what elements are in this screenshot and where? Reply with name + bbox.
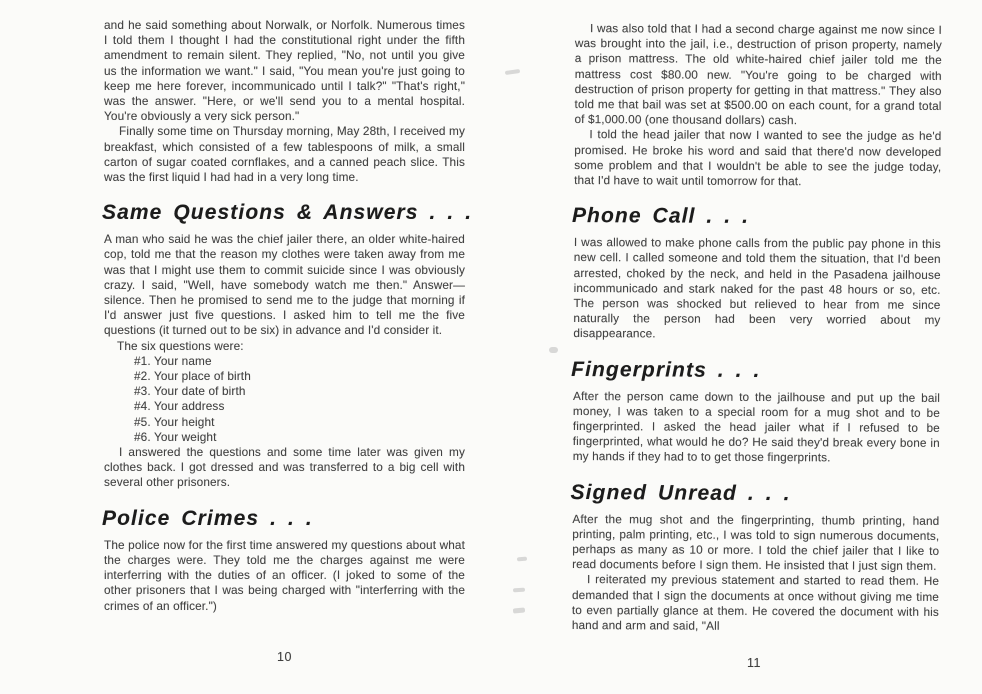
paragraph: I reiterated my previous statement and started to read them. He demanded that I sign the documents at once without giving me time to even partially glance at them. He covered the document with his hand and arm and said, "All (571, 572, 940, 633)
page-left (102, 18, 473, 614)
list-item: #3. Your date of birth (134, 384, 246, 399)
questions-list (134, 354, 465, 445)
paragraph: After the person came down to the jailhouse and put up the bail money, I was taken to a special room for a mug shot and to be fingerprinted. I asked the head jailer what if I refused to be fingerprinted, what would he do? He said they'd break every bone in my hands if they had to to get those fingerprints. (572, 388, 941, 465)
questions-intro: The six questions were: (117, 338, 244, 353)
scan-artifact-dash (513, 607, 525, 613)
paragraph: I answered the questions and some time later was given my clothes back. I got dressed and was transferred to a big cell with several other prisoners. (104, 445, 465, 490)
scan-artifact-dash (517, 557, 527, 562)
scan-artifact-dash (505, 69, 520, 75)
scan-artifact-dash (513, 588, 525, 593)
paragraph-continued: and he said something about Norwalk, or Norfolk. Numerous times I told them I thought I had the constitutional right under the fifth amendment to remain silent. They replied, "No, not until you give us the information we want." I said, "You mean you're just going to keep me here forever, incommunicado until I talk?" "That's right," was the answer. "Here, or we'll send you to a mental hospital. You're obviously a very sick person." (104, 18, 465, 124)
page-number-left: 10 (277, 650, 292, 664)
page-number-right: 11 (747, 656, 761, 670)
paragraph: I was allowed to make phone calls from the public pay phone in this new cell. I called someone and told them the situation, that I'd been arrested, choked by the neck, and held in the Pasadena jailhouse incommunicado and stark naked for the past 48 hours or so, etc. The person was shocked but relieved to hear from me since naturally the person had been very worried about my disappearance. (573, 235, 941, 341)
section-heading-fingerprints: Fingerprints . . . (571, 357, 761, 382)
list-item: #5. Your height (134, 414, 215, 429)
page-right (572, 21, 942, 635)
list-item: #4. Your address (134, 399, 225, 414)
section-heading-phone-call: Phone Call . . . (571, 204, 750, 229)
paragraph: A man who said he was the chief jailer there, an older white-haired cop, told me that the reason my clothes were taken away from me was that I might use them to commit suicide since I was obviously crazy. I said, "Well, have somebody watch me then." Answer—silence. Then he promised to send me to the judge that morning if I'd answer just five questions. I asked him to tell me the five questions (it turned out to be six) in advance and I'd consider it. (104, 232, 465, 338)
list-item: #1. Your name (134, 353, 212, 368)
section-heading-police-crimes: Police Crimes . . . (102, 506, 313, 530)
paragraph: I was also told that I had a second charge against me now since I was brought into the jail, i.e., destruction of prison property, namely a prison mattress. The old white-haired chief jailer told me the mattress cost $80.00 new. "You're going to be charged with destruction of prison property for getting in that mattress." They also told me that bail was set at $500.00 on each count, for a grand total of $1,000.00 (one thousand dollars) cash. (574, 21, 942, 128)
paragraph: After the mug shot and the fingerprinting, thumb printing, hand printing, palm printing, etc., I was told to sign numerous documents, perhaps as many as 10 or more. I told the chief jailer that I like to read documents before I sign them. He insisted that I just sign them. (572, 511, 940, 574)
paragraph: Finally some time on Thursday morning, May 28th, I received my breakfast, which consisted of a few tablespoons of milk, a small carton of sugar coated cornflakes, and a canned peach slice. This was the first liquid I had had in a very long time. (104, 124, 465, 185)
paragraph: The police now for the first time answered my questions about what the charges were. They told me the charges against me were interferring with the duties of an officer. (I joked to some of the other prisoners that I was being charged with "interferring with the crimes of an officer.") (104, 537, 465, 613)
paragraph: I told the head jailer that now I wanted to see the judge as he'd promised. He broke his word and said that there'd now developed some problem and that I wouldn't be able to see the judge today, that I'd have to wait until tomorrow for that. (574, 127, 942, 189)
section-heading-same-questions: Same Questions & Answers . . . (102, 201, 473, 225)
list-item: #6. Your weight (134, 429, 217, 444)
scan-artifact-speck (549, 347, 558, 353)
section-heading-signed-unread: Signed Unread . . . (570, 480, 791, 505)
list-item: #2. Your place of birth (134, 369, 251, 384)
